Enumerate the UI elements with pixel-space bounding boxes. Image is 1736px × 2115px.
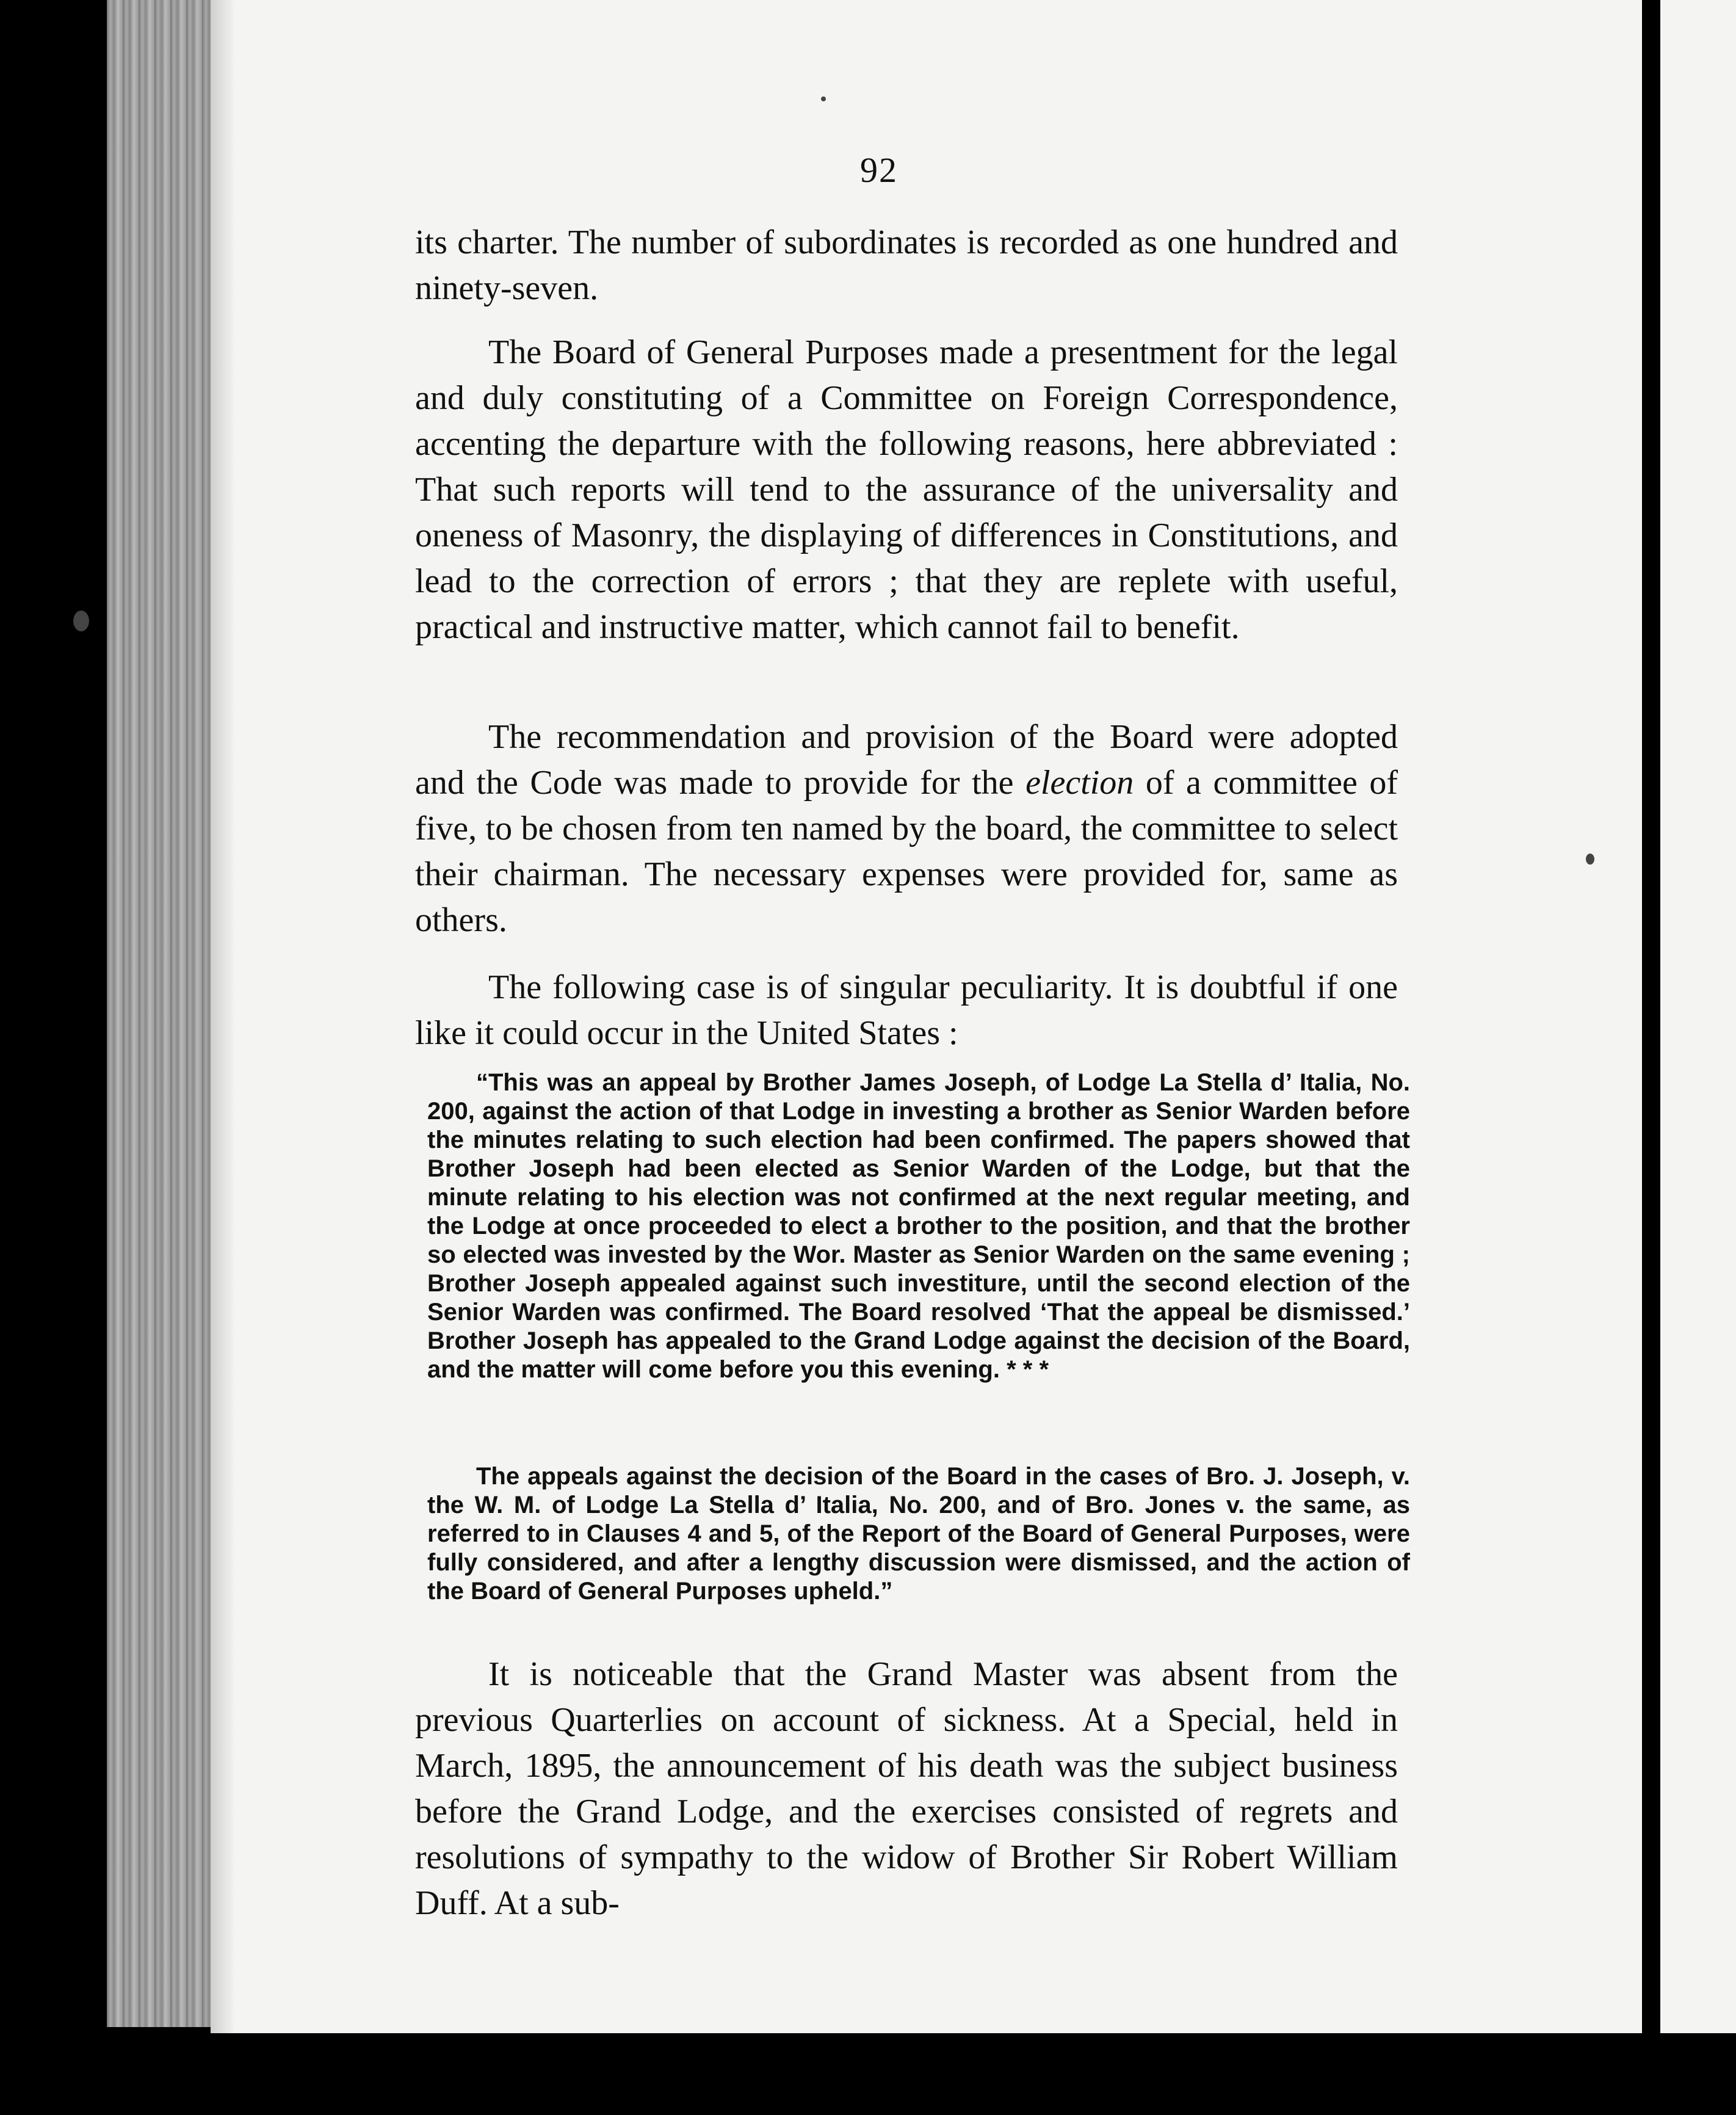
ink-speck — [1586, 854, 1594, 865]
text-run: The recommendation and provision of the Board were adopted and the Code was made to provide for the — [415, 718, 1398, 802]
ink-speck — [821, 96, 826, 101]
page-number: 92 — [860, 150, 898, 190]
quote-paragraph: “This was an appeal by Brother James Joseph, of Lodge La Stella d’ Italia, No. 200, against the action of that Lodge in investing a brother as Senior Warden before the minutes relating to such election had been confirmed. The papers showed that Brother Joseph had been elected as Senior Warden of the Lodge, but that the minute relating to his election was not confirmed at the next regular meeting, and the Lodge at once proceeded to elect a brother to the position, and that the brother so elected was invested by the Wor. Master as Senior Warden on the same evening ; Brother Joseph appealed against such investiture, until the second election of the Senior Warden was confirmed. The Board resolved ‘That the appeal be dismissed.’ Brother Joseph has appealed to the Grand Lodge against the decision of the Board, and the matter will come before you this evening. * * * — [427, 1069, 1410, 1383]
block-quote-continued — [427, 1462, 1410, 1624]
book-gutter — [1642, 0, 1660, 2033]
quote-paragraph: The appeals against the decision of the Board in the cases of Bro. J. Joseph, v. the W. M. of Lodge La Stella d’ Italia, No. 200, and of Bro. Jones v. the same, as referred to in Clauses 4 and 5, of the Report of the Board of General Purposes, were fully considered, and after a lengthy discussion were dismissed, and the action of the Board of General Purposes upheld.” — [427, 1463, 1410, 1605]
paragraph-text: The Board of General Purposes made a presentment for the legal and duly constituting of a Committee on Foreign Correspondence, accenting the departure with the following reasons, here abbreviated : That such reports will tend to the assurance of the universality and oneness of Masonry, the displaying of differences in Constitutions, and lead to the correction of errors ; that they are replete with useful, practical and instructive matter, which cannot fail to benefit. — [415, 333, 1398, 646]
paragraph-case-intro — [415, 965, 1398, 1075]
paragraph-text: The following case is of singular peculiarity. It is doubtful if one like it could occur in the United States : — [415, 968, 1398, 1052]
paragraph-board-presentment — [415, 330, 1398, 669]
facing-page-edge — [1660, 0, 1736, 2033]
ink-speck — [73, 611, 89, 631]
paragraph-text: its charter. The number of subordinates is recorded as one hundred and ninety-seven. — [415, 223, 1398, 307]
paragraph-grand-master — [415, 1652, 1398, 1945]
italic-text: election — [1025, 764, 1134, 802]
page-edge-shadow — [211, 0, 235, 2033]
paragraph-continuation — [415, 220, 1398, 330]
page-stack-edges — [107, 0, 211, 2027]
paragraph-text — [415, 714, 1398, 943]
block-quote — [427, 1068, 1410, 1402]
text-run: of a committee of five, to be chosen from ten named by the board, the committee to select their chairman. The necessary expenses were provided for, same as others. — [415, 764, 1398, 939]
paragraph-text: It is noticeable that the Grand Master was absent from the previous Quarterlies on account of sickness. At a Special, held in March, 1895, the announcement of his death was the subject business before the Grand Lodge, and the exercises consisted of regrets and resolutions of sympathy to the widow of Brother Sir Robert William Duff. At a sub- — [415, 1655, 1398, 1922]
paragraph-recommendation — [415, 714, 1398, 962]
